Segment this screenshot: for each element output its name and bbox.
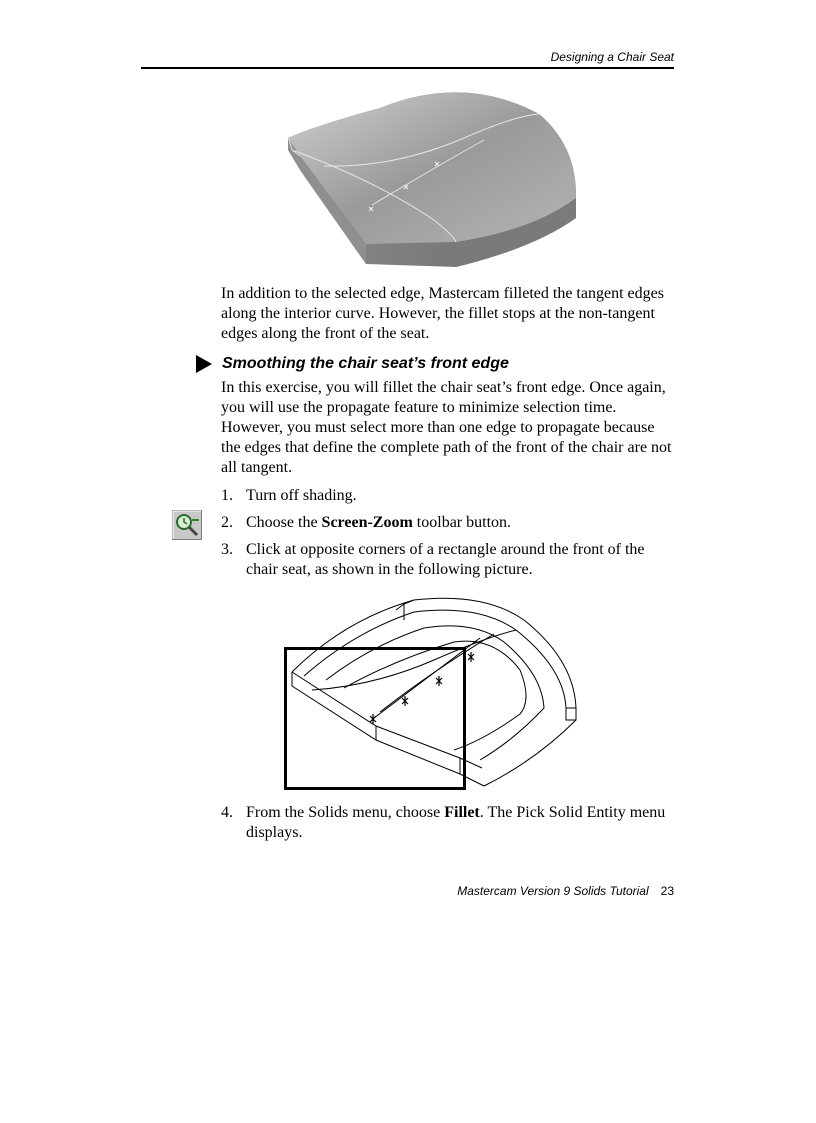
wireframe-chair-seat-figure [284,590,582,792]
step-text: Choose the Screen-Zoom toolbar button. [246,514,512,531]
section-heading-text: Smoothing the chair seat’s front edge [222,355,509,372]
section-heading [196,352,676,376]
screen-zoom-toolbar-icon [172,510,202,540]
running-head: Designing a Chair Seat [550,50,674,64]
header-rule [141,67,674,69]
step-number: 4. [221,804,233,821]
section-paragraph: In this exercise, you will fillet the chair seat’s front edge. Once again, you will use the propagate feature to minimize selection time. However, you must select more than one edge to propagate because the edges that define the complete path of the front of the chair are not all tangent. [221,379,672,476]
step-text: Click at opposite corners of a rectangle around the front of the chair seat, as shown in the following picture. [246,541,645,578]
step-number: 1. [221,487,233,504]
page-number: 23 [660,884,674,898]
step-number: 2. [221,514,233,531]
footer-title: Mastercam Version 9 Solids Tutorial [457,884,649,898]
play-triangle-icon [196,355,212,373]
step-text: Turn off shading. [246,487,357,504]
page-footer [300,884,674,898]
intro-paragraph: In addition to the selected edge, Mastercam filleted the tangent edges along the interior curve. However, the fillet stops at the non-tangent edges along the front of the seat. [221,285,664,342]
shaded-chair-seat-figure [284,80,582,272]
step-number: 3. [221,541,233,558]
step-text: From the Solids menu, choose Fillet. The Pick Solid Entity menu displays. [246,804,666,841]
